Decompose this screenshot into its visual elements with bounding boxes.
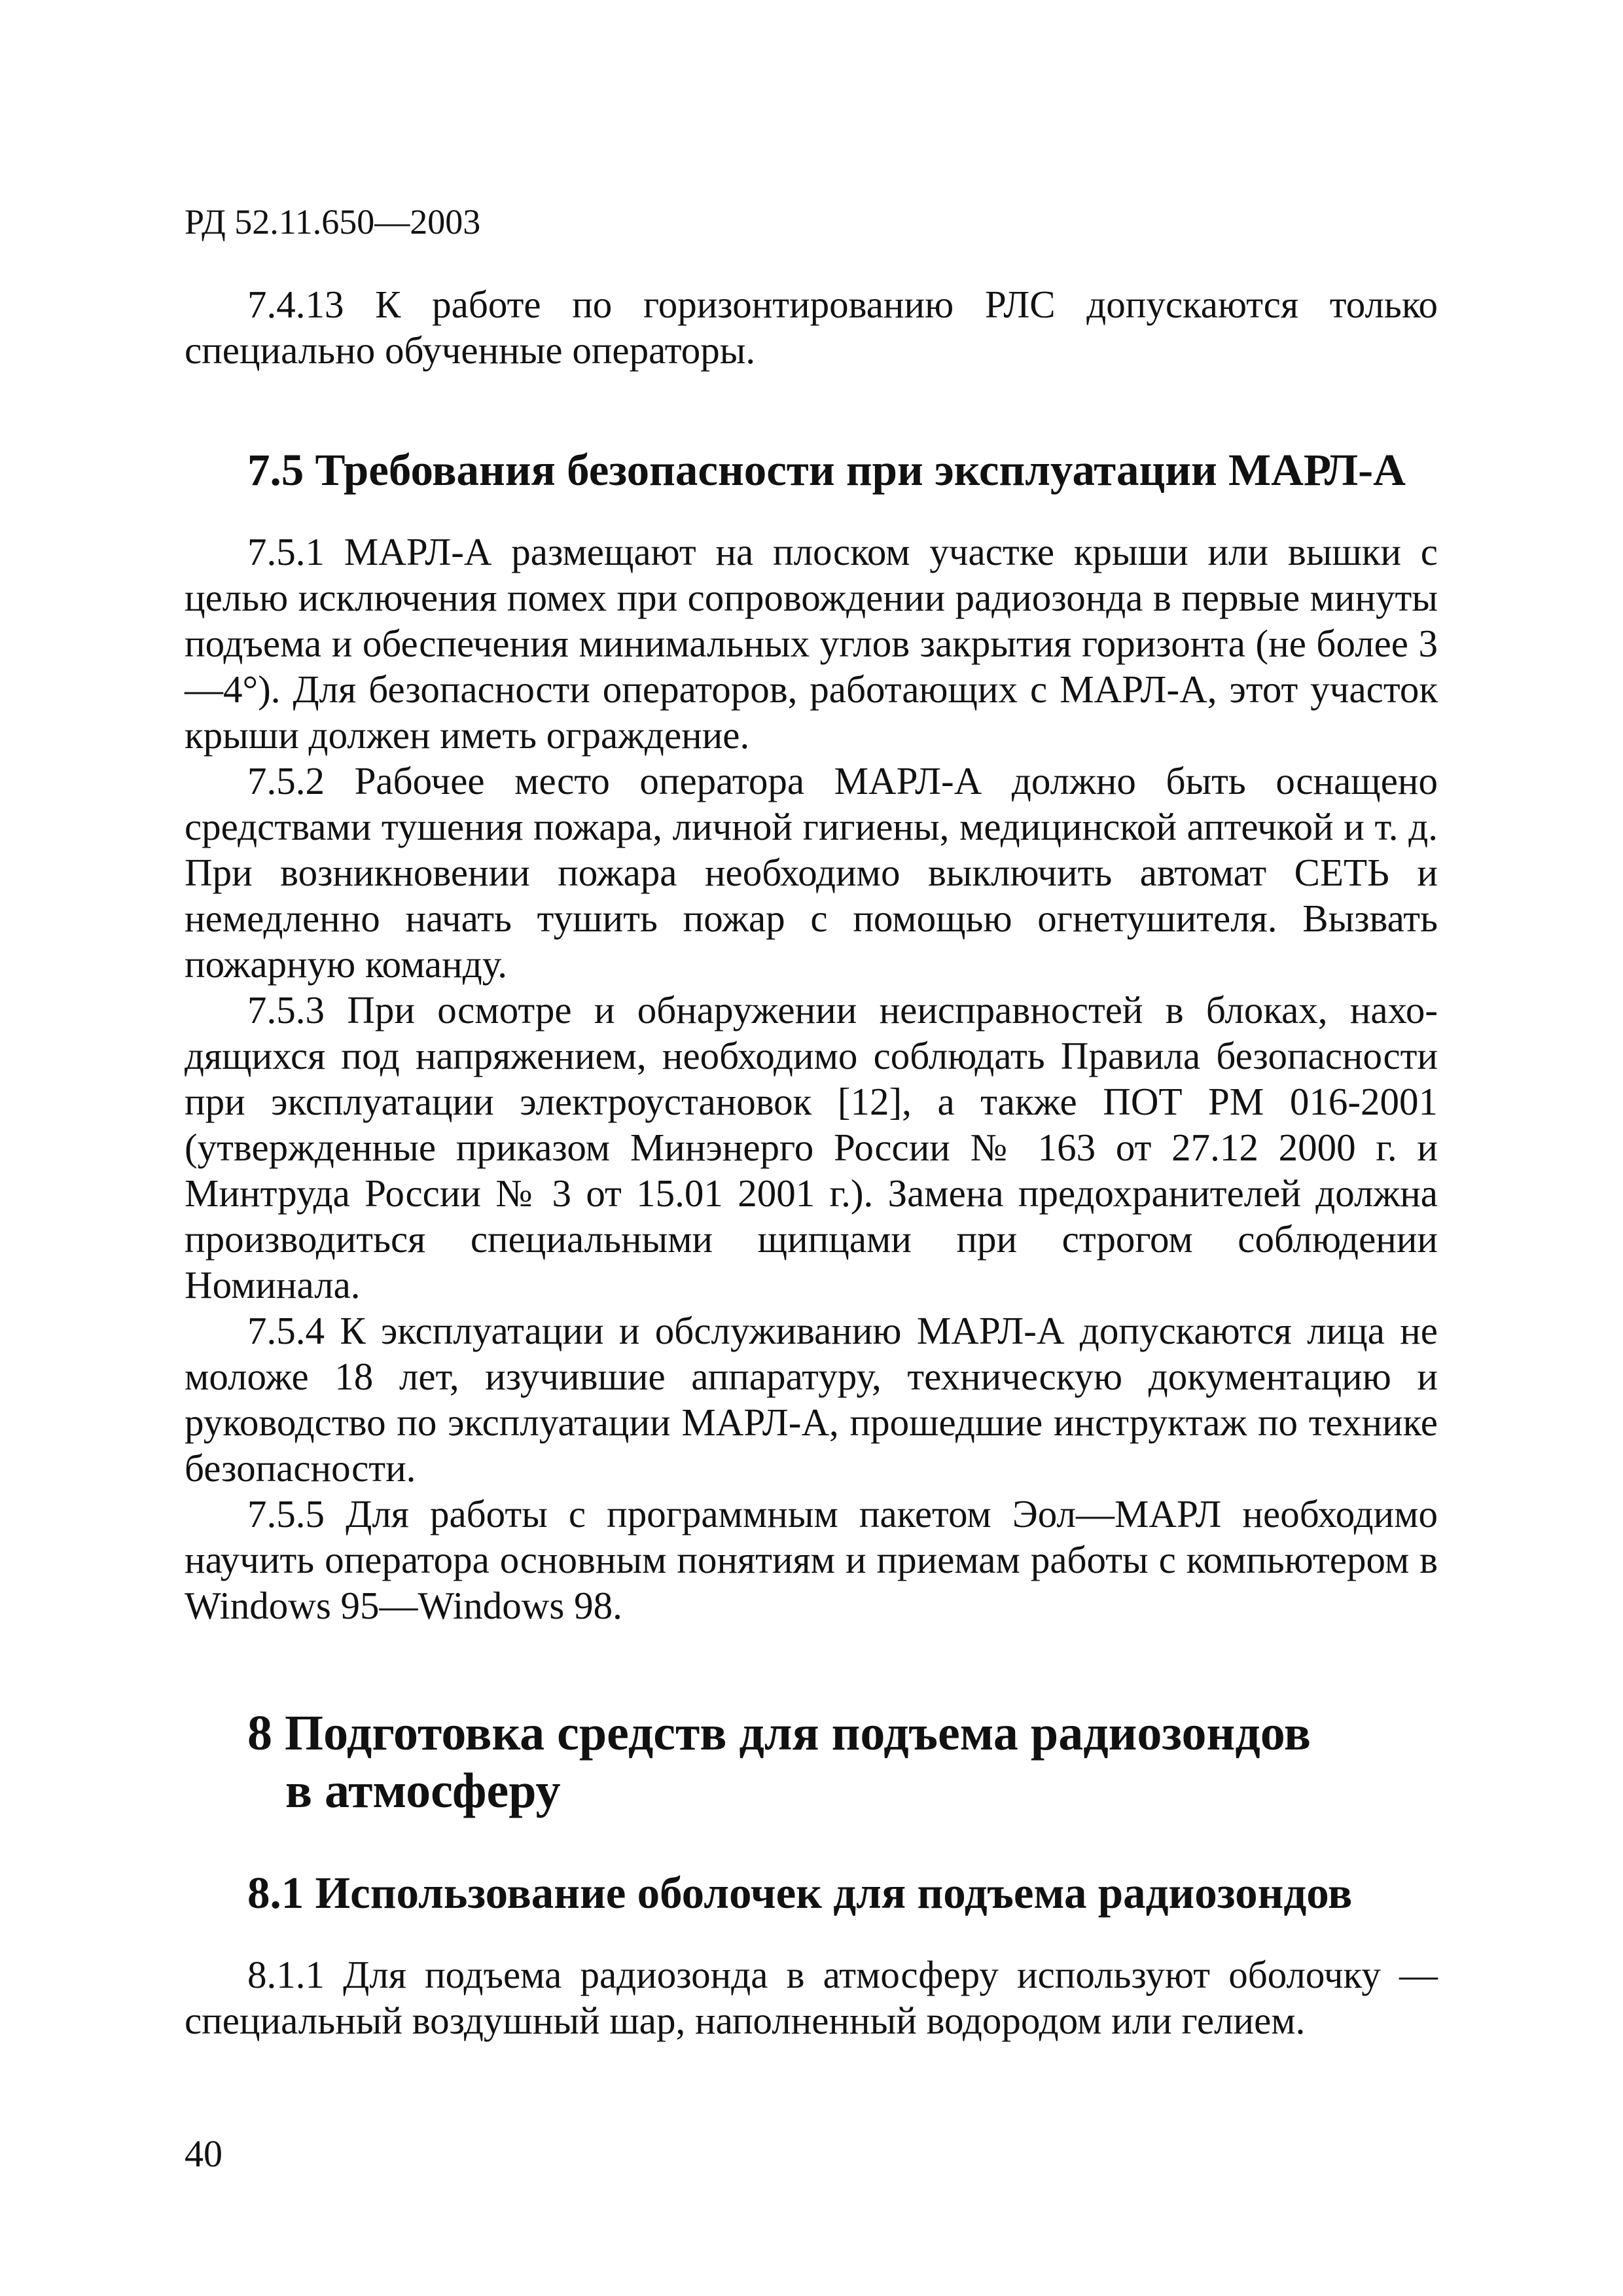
section-heading-8-1: 8.1 Использование оболочек для подъема радиозондов xyxy=(247,1868,1353,1918)
paragraph-7-5-5: 7.5.5 Для работы с программным пакетом Эол—МАРЛ необходимо научить оператора основным понятиям и приемам работы с компьютером в Windows 95—Windows 98. xyxy=(185,1492,1438,1627)
page-body xyxy=(185,281,1438,2043)
chapter-heading-8-line1: 8 Подготовка средств для подъема радиозондов xyxy=(247,1706,1311,1761)
chapter-heading-8-line2: в атмосферу xyxy=(285,1763,561,1818)
paragraph-7-4-13: 7.4.13 К работе по горизонтированию РЛС допускаются только специально обученные операторы. xyxy=(185,283,1438,372)
section-heading-7-5: 7.5 Требования безопасности при эксплуатации МАРЛ-А xyxy=(247,445,1406,495)
paragraph-7-5-1: 7.5.1 МАРЛ-А размещают на плоском участке крыши или вышки с целью исключения помех при сопровождении радиозонда в первые минуты подъема и обеспечения минимальных углов закрытия горизонта (не более 3—4°). Для безопасности операторов, работающих с МАРЛ-А, этот участок крыши должен иметь ограждение. xyxy=(185,530,1438,757)
document-code-header: РД 52.11.650—2003 xyxy=(185,202,481,242)
paragraph-7-5-3: 7.5.3 При осмотре и обнаружении неисправностей в блоках, находящихся под напряжением, необходимо соблюдать Правила безопасности при эксплуатации электроустановок [12], а также ПОТ РМ 016-2001 (утвержденные приказом Минэнерго России № 163 от 27.12 2000 г. и Минтруда России № 3 от 15.01 2001 г.). Замена предохранителей должна производиться специальными щипцами при строгом соблюдении Номинала. xyxy=(185,988,1438,1306)
paragraph-7-5-2: 7.5.2 Рабочее место оператора МАРЛ-А должно быть оснащено средствами тушения пожара, личной гигиены, медицинской аптечкой и т. д. При возникновении пожара необходимо выключить автомат СЕТЬ и немедленно начать тушить пожар с помощью огнетушителя. Вызвать пожарную команду. xyxy=(185,759,1438,986)
paragraph-7-5-4: 7.5.4 К эксплуатации и обслуживанию МАРЛ-А допускаются лица не моложе 18 лет, изучившие аппаратуру, техническую документацию и руководство по эксплуатации МАРЛ-А, прошедшие инструктаж по технике безопасности. xyxy=(185,1309,1438,1490)
paragraph-8-1-1: 8.1.1 Для подъема радиозонда в атмосферу используют оболочку — специальный воздушный шар, наполненный водородом или гелием. xyxy=(185,1953,1438,2042)
page-number: 40 xyxy=(185,2132,223,2175)
chapter-heading-8 xyxy=(185,1704,1438,1820)
